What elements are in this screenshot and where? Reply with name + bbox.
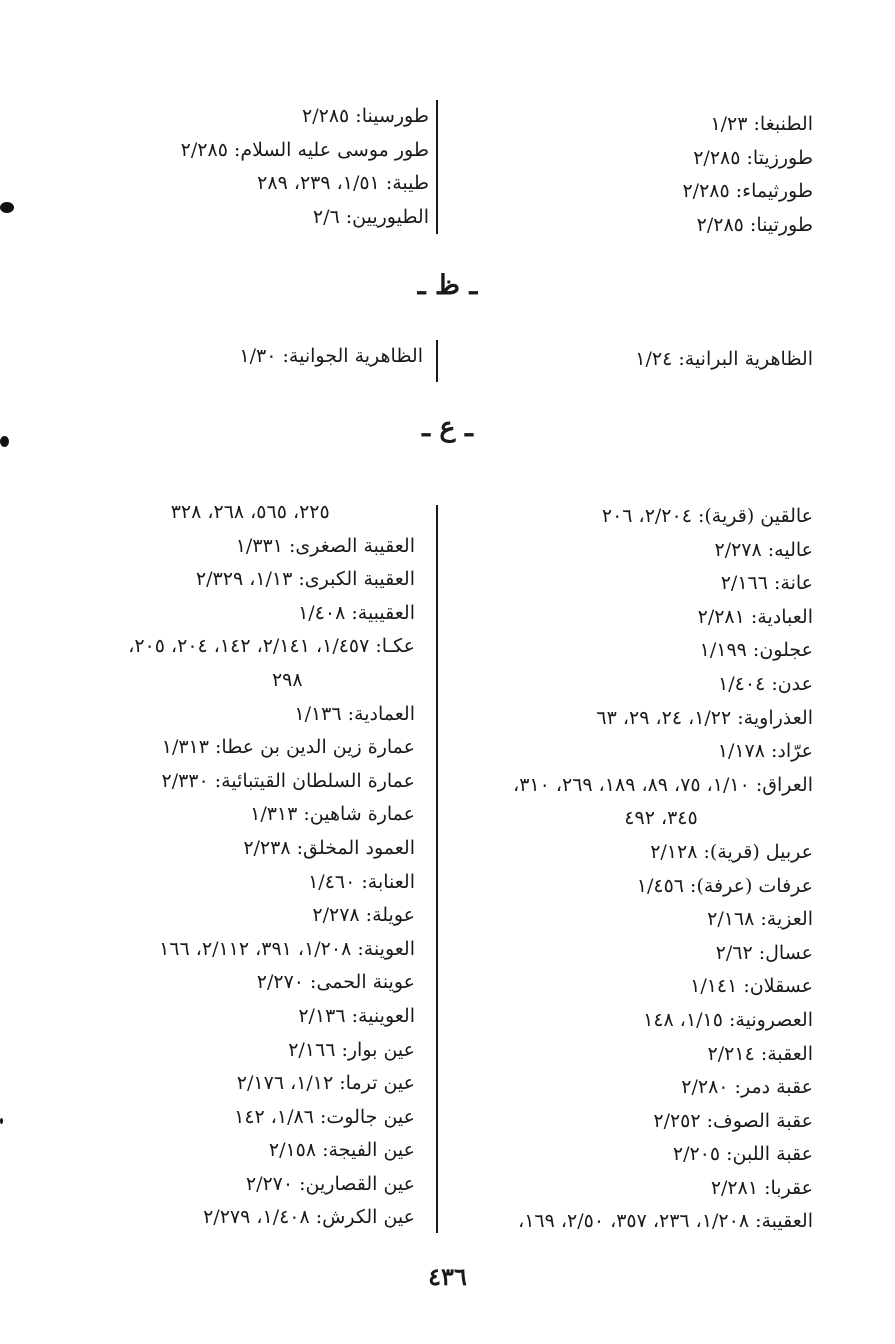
index-entry: عجلون: ١/١٩٩ [699,639,813,662]
index-entry: عقربا: ٢/٢٨١ [710,1176,813,1199]
ain-right-column [433,500,813,1239]
index-entry: عمارة السلطان القيتبائية: ٢/٣٣٠ [161,769,415,792]
index-entry: العقيبية: ١/٤٠٨ [298,601,415,624]
index-entry: العراق: ١/١٠، ٧٥، ٨٩، ١٨٩، ٢٦٩، ٣١٠، [513,773,813,796]
index-entry: عين ترما: ١/١٢، ٢/١٧٦ [236,1072,415,1095]
index-entry: الظاهرية الجوانية: ١/٣٠ [239,345,423,367]
index-entry: عوينة الحمى: ٢/٢٧٠ [256,971,415,994]
index-entry: عين بوار: ٢/١٦٦ [288,1038,415,1061]
top-right-column [453,108,813,242]
index-entry: عين الكرش: ١/٤٠٨، ٢/٢٧٩ [203,1206,415,1229]
index-entry: طورزيتا: ٢/٢٨٥ [693,146,813,169]
index-entry: عرّاد: ١/١٧٨ [717,740,813,763]
column-divider [436,505,438,1233]
index-entry: عانة: ٢/١٦٦ [720,572,813,595]
index-entry: طور موسى عليه السلام: ٢/٢٨٥ [180,138,429,161]
index-entry: عاليه: ٢/٢٧٨ [714,538,813,561]
index-entry: عربيل (قرية): ٢/١٢٨ [650,840,813,863]
index-entry: العمود المخلق: ٢/٢٣٨ [243,836,415,859]
index-entry: طورتينا: ٢/٢٨٥ [696,213,813,236]
index-entry: عويلة: ٢/٢٧٨ [312,904,415,927]
index-entry: العمادية: ١/١٣٦ [294,702,415,725]
index-entry: عقبة الصوف: ٢/٢٥٢ [653,1109,813,1132]
index-entry: طورسينا: ٢/٢٨٥ [302,105,429,127]
index-entry: عقبة اللبن: ٢/٢٠٥ [672,1143,813,1166]
index-entry: العقبة: ٢/٢١٤ [707,1042,813,1065]
index-entry: طيبة: ١/٥١، ٢٣٩، ٢٨٩ [257,172,429,195]
index-entry: العوينة: ١/٢٠٨، ٣٩١، ٢/١١٢، ١٦٦ [159,937,415,960]
index-entry: عدن: ١/٤٠٤ [718,672,813,695]
scan-mark [0,202,14,213]
index-entry: طورثيماء: ٢/٢٨٥ [682,180,813,203]
index-entry: عالقين (قرية): ٢/٢٠٤، ٢٠٦ [601,505,813,527]
index-entry: عين جالوت: ١/٨٦، ١٤٢ [234,1105,415,1128]
index-entry: العصرونية: ١/١٥، ١٤٨ [643,1008,813,1031]
ain-left-column [3,496,415,1235]
index-entry: الطيوريين: ٢/٦ [312,205,429,228]
index-entry: العوينية: ٢/١٣٦ [298,1004,415,1027]
index-entry: عين القصارين: ٢/٢٧٠ [245,1172,415,1195]
index-entry: عرفات (عرفة): ١/٤٥٦ [636,874,813,897]
column-divider [436,340,438,382]
top-left-column [9,100,429,234]
section-heading-zah: ـ ظ ـ [417,270,478,301]
index-entry: عكـا: ١/٤٥٧، ٢/١٤١، ١٤٢، ٢٠٤، ٢٠٥، [128,635,415,658]
index-entry-continuation: ٣٤٥، ٤٩٢ [624,807,698,830]
index-entry: العبادية: ٢/٢٨١ [697,605,813,628]
index-entry: عمارة زين الدين بن عطا: ١/٣١٣ [161,736,415,759]
index-entry: العنابة: ١/٤٦٠ [308,870,415,893]
index-entry: الظاهرية البرانية: ١/٢٤ [635,348,813,370]
zah-right-column [453,343,813,377]
index-entry: عسال: ٢/٦٢ [715,941,813,964]
index-entry: العقيبة الكبرى: ١/١٣، ٢/٣٢٩ [195,568,415,591]
index-entry: الطنبغا: ١/٢٣ [710,113,813,135]
zah-left-column [3,340,423,374]
section-heading-ain: ـ ع ـ [422,412,473,443]
index-entry: العزية: ٢/١٦٨ [707,908,813,931]
index-entry: عقبة دمر: ٢/٢٨٠ [681,1076,813,1099]
index-entry: عين الفيجة: ٢/١٥٨ [268,1139,415,1162]
index-entry: العقيبة: ١/٢٠٨، ٢٣٦، ٣٥٧، ٢/٥٠، ١٦٩، [518,1210,813,1233]
index-entry-continuation: ٢٢٥، ٥٦٥، ٢٦٨، ٣٢٨ [170,501,330,523]
scan-mark [0,1118,3,1124]
index-entry: العقيبة الصغرى: ١/٣٣١ [235,534,415,557]
scan-mark [0,436,9,447]
index-entry: عسقلان: ١/١٤١ [690,975,813,998]
column-divider [436,100,438,234]
index-entry-continuation: ٢٩٨ [271,668,303,691]
index-entry: عمارة شاهين: ١/٣١٣ [250,803,415,826]
page-number: ٤٣٦ [428,1262,467,1291]
index-entry: العذراوية: ١/٢٢، ٢٤، ٢٩، ٦٣ [596,706,813,729]
